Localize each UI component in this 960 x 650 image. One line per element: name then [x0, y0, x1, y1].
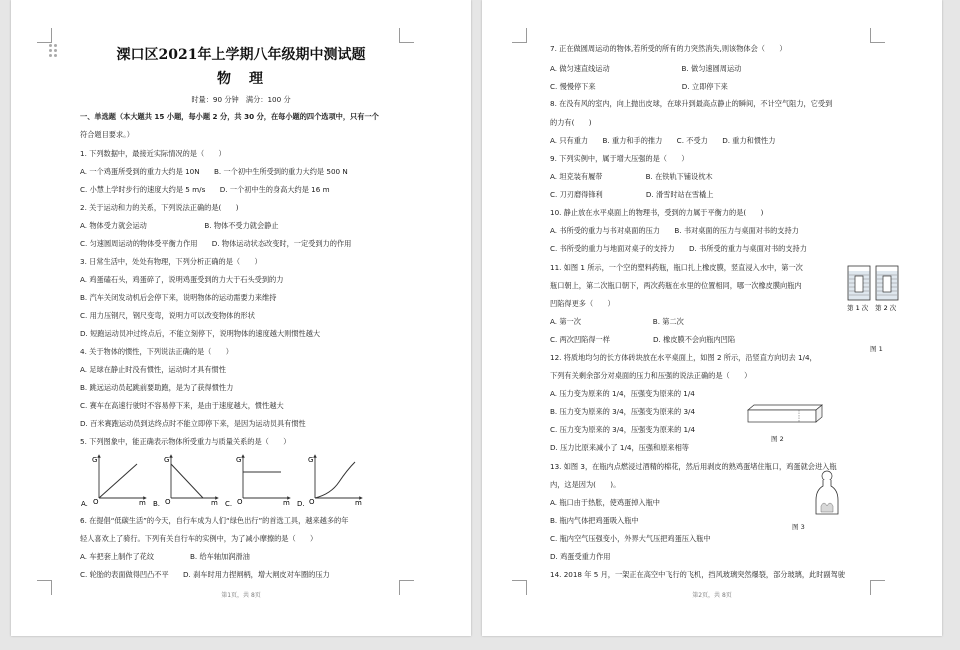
text-line: 11. 如图 1 所示，一个空的塑料药瓶，瓶口扎上橡皮膜，竖直浸入水中，第一次: [550, 263, 803, 272]
text-line: 9. 下列实例中，属于增大压强的是（ ）: [550, 154, 689, 163]
gravity-mass-graphs: [71, 452, 371, 510]
figure-1-caption: 图 1: [870, 345, 883, 353]
graph-option-b: [153, 456, 218, 508]
figure-2-caption: 图 2: [771, 435, 784, 443]
beaker-2: [876, 266, 898, 300]
text-line: C. 书所受的重力与地面对桌子的支持力 D. 书所受的重力与桌面对书的支持力: [550, 244, 807, 253]
text-line: 3. 日常生活中，处处有物理，下列分析正确的是（ ）: [80, 257, 262, 266]
text-line: 13. 如图 3，在瓶内点燃浸过酒精的棉花，然后用剥皮的熟鸡蛋堵住瓶口，鸡蛋就会进入瓶: [550, 462, 837, 471]
text-line: C. 两次凹陷得一样 D. 橡皮膜不会向瓶内凹陷: [550, 335, 736, 344]
axis-label-m: m: [283, 499, 290, 507]
text-line: 4. 关于物体的惯性，下列说法正确的是（ ）: [80, 347, 233, 356]
text-line: C. 慢慢停下来 D. 立即停下来: [550, 82, 728, 91]
text-line: A. 做匀速直线运动 B. 做匀速圆周运动: [550, 64, 742, 73]
text-line: B. 跳远运动员起跳前要助跑，是为了获得惯性力: [80, 383, 234, 392]
text-line: A. 足球在静止时没有惯性，运动时才具有惯性: [80, 365, 226, 374]
text-line: C. 瓶内空气压强变小，外界大气压把鸡蛋压入瓶中: [550, 534, 711, 543]
document-page-2: [482, 0, 942, 636]
graph-option-d: [297, 456, 362, 508]
axis-label-o: O: [237, 498, 243, 506]
page-footer: 第1页，共 8页: [221, 592, 261, 599]
subject-title: 物 理: [217, 71, 265, 87]
text-line: A. 坦克装有履带 B. 在铁轨下铺设枕木: [550, 172, 713, 181]
graph-option-a: [81, 456, 146, 508]
crop-mark: [870, 28, 885, 43]
text-line: 8. 在没有风的室内，向上抛出皮球，在球升到最高点静止的瞬间，不计空气阻力，它受到: [550, 99, 833, 108]
page-footer: 第2页，共 8页: [692, 592, 732, 599]
text-line: A. 一个鸡蛋所受到的重力大约是 10N B. 一个初中生所受到的重力大约是 500 N: [80, 167, 348, 176]
text-line: A. 第一次 B. 第二次: [550, 317, 684, 326]
text-line: A. 瓶口由于热胀，使鸡蛋掉入瓶中: [550, 498, 660, 507]
text-line: 的力有( ): [550, 118, 592, 127]
exam-title: 溧口区2021年上学期八年级期中测试题: [116, 47, 366, 63]
figure-3-caption: 图 3: [792, 523, 805, 531]
text-line: 7. 正在做圆周运动的物体,若所受的所有的力突然消失,则该物体会（ ）: [550, 44, 787, 53]
graph-option-label: C.: [225, 500, 233, 508]
text-line: 10. 静止放在水平桌面上的物理书，受到的力属于平衡力的是( ): [550, 208, 764, 217]
text-line: 符合题目要求。）: [80, 130, 134, 139]
figure-2-brick: [746, 402, 826, 424]
text-line: B. 汽车关闭发动机后会停下来，说明物体的运动需要力来维持: [80, 293, 277, 302]
axis-label-g: G: [164, 456, 170, 464]
text-line: A. 书所受的重力与书对桌面的压力 B. 书对桌面的压力与桌面对书的支持力: [550, 226, 799, 235]
text-line: 5. 下列图象中，能正确表示物体所受重力与质量关系的是（ ）: [80, 437, 291, 446]
text-line: 凹陷得更多（ ）: [550, 299, 615, 308]
text-line: C. 轮胎的表面做得凹凸不平 D. 刹车时用力捏闸柄，增大闸皮对车圈的压力: [80, 570, 330, 579]
text-line: A. 物体受力就会运动 B. 物体不受力就会静止: [80, 221, 279, 230]
text-line: 一、单选题（本大题共 15 小题，每小题 2 分，共 30 分，在每小题的四个选项中，只有一个: [80, 112, 379, 121]
text-line: 12. 将质地均匀的长方体砖块放在水平桌面上，如图 2 所示，沿竖直方向切去 1/4，: [550, 353, 817, 362]
text-line: A. 鸡蛋磕石头，鸡蛋碎了，说明鸡蛋受到的力大于石头受到的力: [80, 275, 284, 284]
exam-info: 时量：90 分钟 满分：100 分: [191, 95, 291, 104]
graph-option-label: A.: [81, 500, 88, 508]
text-line: C. 刀刃磨得锋利 D. 滑雪时站在雪橇上: [550, 190, 714, 199]
text-line: C. 小慧上学时步行的速度大约是 5 m/s D. 一个初中生的身高大约是 16 m: [80, 185, 330, 194]
figure-label: 第 2 次: [875, 304, 897, 312]
crop-mark: [512, 28, 527, 43]
text-line: C. 匀速圆周运动的物体受平衡力作用 D. 物体运动状态改变时，一定受到力的作用: [80, 239, 352, 248]
graph-option-c: [225, 456, 290, 508]
text-line: A. 压力变为原来的 1/4，压强变为原来的 1/4: [550, 389, 695, 398]
figure-label: 第 1 次: [847, 304, 869, 312]
text-line: C. 用力压钢尺，钢尺变弯，说明力可以改变物体的形状: [80, 311, 255, 320]
crop-mark: [37, 28, 52, 43]
text-line: D. 百米赛跑运动员到达终点时不能立即停下来，是因为运动员具有惯性: [80, 419, 306, 428]
axis-label-o: O: [165, 498, 171, 506]
vertical-scrollbar[interactable]: [952, 0, 960, 650]
beaker-1: [848, 266, 870, 300]
crop-mark: [399, 28, 414, 43]
axis-label-m: m: [355, 499, 362, 507]
text-line: 6. 在提倡“低碳生活”的今天，自行车成为人们“绿色出行”的首选工具，越来越多的年: [80, 516, 349, 525]
graph-option-label: B.: [153, 500, 161, 508]
text-line: C. 赛车在高速行驶时不容易停下来，是由于速度越大，惯性越大: [80, 401, 284, 410]
text-line: 下列有关剩余部分对桌面的压力和压强的说法正确的是（ ）: [550, 371, 752, 380]
graph-option-label: D.: [297, 500, 305, 508]
text-line: B. 瓶内气体把鸡蛋吸入瓶中: [550, 516, 639, 525]
axis-label-m: m: [211, 499, 218, 507]
text-line: D. 压力比原来减小了 1/4，压强和原来相等: [550, 443, 689, 452]
figure-3-bottle-egg: [812, 470, 842, 518]
text-line: B. 压力变为原来的 3/4，压强变为原来的 3/4: [550, 407, 696, 416]
text-line: 内，这是因为( )。: [550, 480, 621, 489]
text-line: 1. 下列数据中，最接近实际情况的是（ ）: [80, 149, 226, 158]
axis-label-g: G: [92, 456, 98, 464]
document-page-1: [11, 0, 471, 636]
text-line: 轻人喜欢上了骑行。下列有关自行车的实例中，为了减小摩擦的是（ ）: [80, 534, 318, 543]
text-line: D. 短跑运动员冲过终点后，不能立刻停下，说明物体的速度越大则惯性越大: [80, 329, 321, 338]
text-line: 2. 关于运动和力的关系，下列说法正确的是( ): [80, 203, 239, 212]
text-line: A. 只有重力 B. 重力和手的推力 C. 不受力 D. 重力和惯性力: [550, 136, 776, 145]
axis-label-g: G: [308, 456, 314, 464]
text-line: C. 压力变为原来的 3/4，压强变为原来的 1/4: [550, 425, 696, 434]
axis-label-g: G: [236, 456, 242, 464]
text-line: 14. 2018 年 5 月，一架正在高空中飞行的飞机，挡风玻璃突然爆裂，部分玻璃，此时副驾驶: [550, 570, 846, 579]
text-line: D. 鸡蛋受重力作用: [550, 552, 611, 561]
axis-label-m: m: [139, 499, 146, 507]
figure-1-beakers: [844, 262, 904, 312]
text-line: A. 车把套上制作了花纹 B. 给车轴加润滑油: [80, 552, 250, 561]
axis-label-o: O: [309, 498, 315, 506]
text-line: 瓶口朝上，第二次瓶口朝下，两次药瓶在水里的位置相同，哪一次橡皮膜向瓶内: [550, 281, 802, 290]
axis-label-o: O: [93, 498, 99, 506]
